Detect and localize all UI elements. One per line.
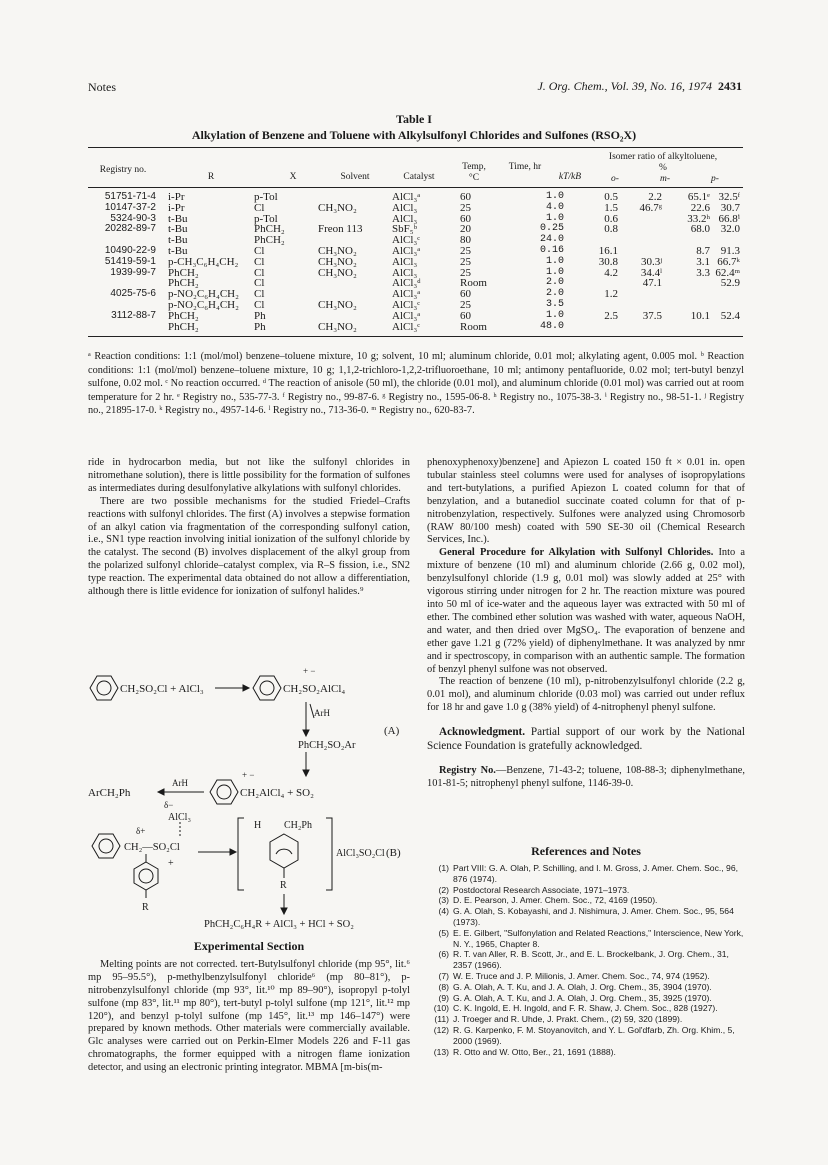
reference-item <box>427 1047 745 1058</box>
catalyst-cell: AlCl₃ᶜ <box>392 298 421 311</box>
r-cell: i-Pr <box>168 201 185 214</box>
temp-cell: 25 <box>460 244 471 257</box>
reference-item <box>427 949 745 971</box>
reaction-arrow-a-down2 <box>303 752 309 776</box>
scheme-label-b: (B) <box>386 847 401 859</box>
reference-number: (12) <box>433 1024 449 1035</box>
para-cell: 52.4 <box>720 309 740 322</box>
para-cell: 30.7 <box>720 201 740 214</box>
catalyst-cell: AlCl₃ᵃ <box>392 309 421 322</box>
x-cell: Ph <box>254 320 266 333</box>
scheme-arh-label: ArH <box>314 708 330 718</box>
reference-text: Postdoctoral Research Associate, 1971–1973. <box>453 884 630 895</box>
catalyst-cell: AlCl₃ <box>392 212 418 225</box>
time-cell: 3.5 <box>545 298 564 310</box>
reference-number: (6) <box>438 949 449 960</box>
general-procedure-heading: General Procedure for Alkylation with Sulfonyl Chlorides. <box>439 547 714 559</box>
scheme-b-delta-minus: δ− <box>164 800 174 810</box>
registry-cell: 51751-71-4 <box>104 191 156 202</box>
ktkb-cell: 0.8 <box>604 223 618 236</box>
reference-item <box>427 1003 745 1014</box>
para-cell: 66.7ᵏ <box>717 255 740 268</box>
running-header-left: Notes <box>88 80 116 94</box>
catalyst-cell: AlCl₃ᵃ <box>392 288 421 301</box>
r-cell: t-Bu <box>168 234 188 247</box>
r-cell: PhCH₂ <box>168 320 199 333</box>
registry-cell: 10490-22-9 <box>104 244 156 256</box>
registry-heading: Registry No. <box>439 765 496 777</box>
reference-item <box>427 971 745 982</box>
general-procedure-body: Into a mixture of benzene (10 ml) and aluminum chloride (2.66 g, 0.02 mol), benzylsulfonyl chloride (1.9 g, 0.01 mol) was slowly added at 25° with vigorous stirring under nitrogen for 2 hr. The reaction mixture was poured into 50 ml of ice-water and the aqueous layer was extracted with 50 ml of ether. The combined ether solution was washed with water, aqueous NaOH, and water, and then dried over MgSO₄. The evaporation of benzene and ether gave 1.21 g (72% yield) of diphenylmethane. It was analyzed by nmr and ir spectroscopy, in comparison with an authentic sample. The formation of benzyl phenyl sulfone was not observed. <box>427 547 745 675</box>
reference-item <box>427 1014 745 1025</box>
registry-cell: 4025-75-6 <box>110 288 156 300</box>
scheme-b-complex-r: R <box>280 880 287 891</box>
para-cell: 91.3 <box>720 244 740 257</box>
sigma-complex-ring <box>270 834 298 878</box>
reference-text: R. Otto and W. Otto, Ber., 21, 1691 (1888). <box>453 1046 616 1057</box>
table-row <box>88 203 744 214</box>
col-header-registry: Registry no. <box>99 165 147 175</box>
temp-cell: 60 <box>460 212 471 225</box>
scheme-b-alcl3: AlCl₃ <box>168 812 191 823</box>
ktkb-cell: 0.5 <box>604 191 618 203</box>
col-header-r: R <box>207 172 215 182</box>
time-cell: 0.16 <box>539 244 564 256</box>
page-number: 2431 <box>718 79 742 93</box>
ktkb-cell: 2.5 <box>604 309 618 322</box>
right-column-text <box>427 457 745 791</box>
temp-cell: 25 <box>460 298 471 311</box>
benzene-ring-a3 <box>210 780 238 804</box>
scheme-a1-charges: + − <box>303 668 316 676</box>
time-cell: 24.0 <box>539 234 564 246</box>
reference-number: (3) <box>438 895 449 906</box>
time-cell: 0.25 <box>539 223 564 235</box>
catalyst-cell: AlCl₃ᶜ <box>392 320 421 333</box>
experimental-heading: Experimental Section <box>193 939 305 953</box>
x-cell: p-Tol <box>254 191 278 203</box>
temp-cell: 80 <box>460 234 471 247</box>
r-cell: PhCH₂ <box>168 266 199 279</box>
scheme-a3-charges: + − <box>242 770 255 780</box>
scheme-b-delta-plus: δ+ <box>136 826 146 836</box>
time-cell: 1.0 <box>545 309 564 321</box>
ortho-cell: 37.5 <box>642 309 662 322</box>
catalyst-cell: AlCl₃ᶜ <box>392 234 421 247</box>
x-cell: Cl <box>254 244 265 257</box>
reference-number: (8) <box>438 981 449 992</box>
journal-citation: J. Org. Chem., Vol. 39, No. 16, 1974 <box>537 79 712 93</box>
ortho-cell: 46.7ᵍ <box>639 201 662 214</box>
scheme-b-product: PhCH₂C₆H₄R + AlCl₃ + HCl + SO₂ <box>204 919 354 930</box>
scheme-a2-intermediate: PhCH₂SO₂Ar <box>298 740 356 751</box>
col-header-solvent: Solvent <box>340 172 370 182</box>
reference-number: (13) <box>433 1046 449 1057</box>
reference-number: (2) <box>438 884 449 895</box>
reference-text: Part VIII: G. A. Olah, P. Schilling, and I. M. Gross, J. Amer. Chem. Soc., 96, 876 (1974). <box>453 863 738 884</box>
paragraph-general-procedure <box>427 547 745 676</box>
registry-cell <box>88 322 160 333</box>
x-cell: Cl <box>254 255 265 268</box>
reference-number: (9) <box>438 992 449 1003</box>
registry-cell: 51419-59-1 <box>104 255 156 267</box>
catalyst-cell: AlCl₃ <box>392 266 418 279</box>
col-header-x: X <box>289 172 297 182</box>
meta-cell: 8.7 <box>696 244 710 257</box>
paragraph-continuation: ride in hydrocarbon media, but not like the sulfonyl chlorides in nitromethane solution), there is little possibility for the formation of sulfones as intermediates during desulfonylative alkylations with sulfonyl chlorides. <box>88 457 410 494</box>
reference-text: W. E. Truce and J. P. Milionis, J. Amer. Chem. Soc., 74, 974 (1952). <box>453 970 710 981</box>
meta-cell: 3.3 <box>696 266 710 279</box>
catalyst-cell: AlCl₃ <box>392 201 418 214</box>
scheme-b-counter-ion: AlCl₃SO₂Cl <box>336 848 385 859</box>
para-cell: 66.8ⁱ <box>718 212 740 225</box>
ortho-cell: 47.1 <box>642 277 662 290</box>
r-cell: p-NO₂C₆H₄CH₂ <box>168 298 239 311</box>
meta-cell: 3.1 <box>696 255 710 268</box>
acknowledgment <box>427 725 745 753</box>
registry-cell: 3112-88-7 <box>111 309 156 321</box>
temp-cell: Room <box>460 320 487 333</box>
x-cell: Ph <box>254 309 266 322</box>
meta-cell: 22.6 <box>690 201 710 214</box>
reference-text: G. A. Olah, A. T. Ku, and J. A. Olah, J. Org. Chem., 35, 3904 (1970). <box>453 981 712 992</box>
acknowledgment-heading: Acknowledgment. <box>439 726 526 739</box>
r-cell: PhCH₂ <box>168 309 199 322</box>
para-cell: 52.9 <box>720 277 740 290</box>
reference-text: D. E. Pearson, J. Amer. Chem. Soc., 72, 4169 (1950). <box>453 895 658 906</box>
table-footnotes: ᵃ Reaction conditions: 1:1 (mol/mol) benzene–toluene mixture, 10 g; solvent, 10 ml; aluminum chloride, 0.01 mol; alkylating agent, 0.005 mol. ᵇ Reaction conditions: 1:1 (mol/mol) benzene–toluene mixture, 10 g; 1,1,2-trichloro-1,2,2-trifluoroethane, 10 ml; antimony pentafluoride, 0.02 mol; tert-butyl benzyl sulfone, 0.02 mol. ᶜ No reaction occurred. ᵈ The reaction of anisole (50 ml), the chloride (0.01 mol), and aluminum chloride (0.01 mol) was carried out at room temperature for 2 hr. ᵉ Registry no., 535-77-3. ᶠ Registry no., 99-87-6. ᵍ Registry no., 1595-06-8. ʰ Registry no., 1075-38-3. ⁱ Registry no., 98-51-1. ʲ Registry no., 21895-17-0. ᵏ Registry no., 4957-14-6. ˡ Registry no., 713-36-0. ᵐ Registry no., 620-83-7. <box>88 351 744 417</box>
time-cell: 1.0 <box>545 191 564 202</box>
acknowledgment-body: Partial support of our work by the National Science Foundation is gratefully acknowledged. <box>427 726 745 753</box>
reaction-arrow-a-down <box>303 702 314 736</box>
solvent-cell: Freon 113 <box>318 223 363 236</box>
reference-number: (10) <box>433 1003 449 1014</box>
x-cell: Cl <box>254 298 265 311</box>
reaction-arrow-a-back <box>158 789 204 795</box>
reference-text: G. A. Olah, A. T. Ku, and J. A. Olah, J. Org. Chem., 35, 3925 (1970). <box>453 992 712 1003</box>
reference-number: (7) <box>438 970 449 981</box>
reference-text: C. K. Ingold, E. H. Ingold, and F. R. Shaw, J. Chem. Soc., 828 (1927). <box>453 1003 718 1014</box>
meta-cell: 65.1ᵉ <box>687 191 710 203</box>
x-cell: Cl <box>254 288 265 301</box>
references-heading: References and Notes <box>531 844 641 858</box>
time-cell: 4.0 <box>545 201 564 213</box>
reaction-arrow-b <box>198 849 236 855</box>
scheme-b-complex-ch2ph: CH₂Ph <box>284 820 312 831</box>
ortho-cell: 34.4ˡ <box>640 266 662 279</box>
ortho-cell: 2.2 <box>648 191 662 203</box>
temp-cell: 25 <box>460 266 471 279</box>
reference-item <box>427 895 745 906</box>
para-cell: 32.0 <box>720 223 740 236</box>
ktkb-cell <box>578 322 622 333</box>
catalyst-cell: SbF₅ᵇ <box>392 223 417 236</box>
ktkb-cell: 4.2 <box>604 266 618 279</box>
reference-number: (1) <box>438 863 449 873</box>
running-header-journal <box>537 79 742 94</box>
paragraph-mechanisms: There are two possible mechanisms for the studied Friedel–Crafts reactions with sulfonyl chlorides. The first (A) involves a stepwise formation of an alkyl cation via fragmentation of the corresponding sulfonyl cation, i.e., SN1 type reaction involving initial ionization of the sulfonyl chloride by the catalyst. The second (B) involves displacement of the alkyl group from the polarized sulfonyl chloride–catalyst complex, via R–S fission, i.e., SN2 type reaction. The experimental data obtained do not allow a differentiation, although there is little evidence for ionization of sulfonyl halides.⁹ <box>88 495 410 598</box>
temp-cell: Room <box>460 277 487 290</box>
x-cell: Cl <box>254 266 265 279</box>
registry-cell: 20282-89-7 <box>104 223 156 235</box>
col-header-time: Time, hr <box>508 162 542 172</box>
para-cell: 62.4ᵐ <box>715 266 740 279</box>
table-row <box>88 311 744 322</box>
scheme-a1-right: CH₂SO₂AlCl₄ <box>283 683 346 695</box>
r-cell: i-Pr <box>168 191 185 203</box>
alkylation-data-table <box>88 192 744 332</box>
experimental-paragraph: Melting points are not corrected. tert-Butylsulfonyl chloride (mp 95°, lit.⁶ mp 95–95.5°), p-methylbenzylsulfonyl chloride⁶ (mp 80–81°), p-nitrobenzylsulfonyl chloride (mp 93°, lit.¹⁰ mp 89–90°), isopropyl p-tolyl sulfone (mp 83°, lit.¹¹ mp 80°), tert-butyl p-tolyl sulfone (mp 121°, lit.¹² mp 120°), and benzyl p-tolyl sulfone (mp 145°, lit.¹³ mp 146–147°) were prepared by known methods. Other materials were commercially available. Glc analyses were carried out on Perkin-Elmer Models 226 and F-11 gas chromatographs, the former equipped with a nitrogen flame ionization detector, and using an electronic printing integrator. MBMA [m-bis(m- <box>88 958 410 1074</box>
meta-cell: 33.2ʰ <box>687 212 710 225</box>
x-cell: PhCH₂ <box>254 234 285 247</box>
registry-numbers <box>427 765 745 791</box>
time-cell: 2.0 <box>545 288 564 300</box>
reaction-arrow-a1 <box>215 685 249 691</box>
reference-text: J. Troeger and R. Uhde, J. Prakt. Chem., (2) 59, 320 (1899). <box>453 1014 683 1025</box>
x-cell: Cl <box>254 201 265 214</box>
meta-cell <box>666 289 714 300</box>
solvent-cell: CH₃NO₂ <box>318 266 357 279</box>
para-cell <box>714 322 744 333</box>
reference-item <box>427 1025 745 1047</box>
meta-cell: 68.0 <box>690 223 710 236</box>
time-cell: 1.0 <box>545 266 564 278</box>
registry-cell: 5324-90-3 <box>110 212 156 224</box>
col-header-o: o- <box>611 174 619 184</box>
ortho-cell <box>622 235 666 246</box>
table-title: Alkylation of Benzene and Toluene with Alkylsulfonyl Chlorides and Sulfones (RSO₂X) <box>191 128 637 142</box>
table-header-rule <box>88 187 743 188</box>
scheme-arh-label-2: ArH <box>172 778 188 788</box>
solvent-cell: CH₃NO₂ <box>318 320 357 333</box>
para-cell: 32.5ᶠ <box>718 191 740 203</box>
col-header-ktkb: kT/kB <box>558 172 582 182</box>
r-cell: t-Bu <box>168 244 188 257</box>
time-cell: 1.0 <box>545 255 564 267</box>
temp-cell: 60 <box>460 288 471 301</box>
time-cell: 2.0 <box>545 277 564 289</box>
temp-cell: 20 <box>460 223 471 236</box>
temp-cell: 60 <box>460 309 471 322</box>
registry-cell: 10147-37-2 <box>104 201 156 213</box>
references-list <box>427 863 745 1057</box>
reference-text: G. A. Olah, S. Kobayashi, and J. Nishimura, J. Amer. Chem. Soc., 95, 564 (1973). <box>453 906 734 927</box>
benzene-ring-b <box>92 834 120 858</box>
col-header-p: p- <box>711 174 719 184</box>
registry-cell: 1939-99-7 <box>110 266 156 278</box>
solvent-cell: CH₃NO₂ <box>318 201 357 214</box>
reference-number: (11) <box>434 1014 449 1025</box>
r-cell: t-Bu <box>168 212 188 225</box>
ktkb-cell: 1.5 <box>604 201 618 214</box>
reference-item <box>427 885 745 896</box>
paragraph-nitro-reaction: The reaction of benzene (10 ml), p-nitrobenzylsulfonyl chloride (2.2 g, 0.01 mol), and aluminum chloride (0.03 mol) was carried out under reflux for 18 hr and gave 1.0 g (38% yield) of 4-nitrophenyl phenyl sulfone. <box>427 676 745 714</box>
paragraph-glc-columns: phenoxyphenoxy)benzene] and Apiezon L coated 150 ft × 0.01 in. open tubular stainless steel columns were used for analyses of isopropylations and tert-butylations, a purified Apiezon L coated column for that of benzylation, and a butanediol succinate coated column for that of p-nitrobenzylation, respectively. Sulfones were analyzed using Chromosorb (RAW 80/100 mesh) coated with 590 SE-30 oil (Chemical Research Services, Inc.). <box>427 457 745 546</box>
solvent-cell <box>318 278 392 289</box>
catalyst-cell: AlCl₃ᵈ <box>392 277 421 290</box>
meta-cell <box>666 278 714 289</box>
ortho-cell: 30.3ʲ <box>641 255 662 268</box>
reference-item <box>427 863 745 885</box>
ktkb-cell: 1.2 <box>604 288 618 301</box>
reference-text: R. T. van Aller, R. B. Scott, Jr., and E. L. Brockelbank, J. Org. Chem., 31, 2357 (1966). <box>453 949 729 971</box>
scheme-a3-left: ArCH₂Ph <box>88 787 131 799</box>
reference-item <box>427 982 745 993</box>
time-cell: 48.0 <box>539 320 564 332</box>
x-cell: p-Tol <box>254 212 278 225</box>
table-top-rule <box>88 147 743 148</box>
reference-text: E. E. Gilbert, "Sulfonylation and Related Reactions," Interscience, New York, N. Y., 1965, Chapter 8. <box>453 927 744 949</box>
reaction-arrow-b-down <box>281 894 287 914</box>
reference-text: R. G. Karpenko, F. M. Stoyanovitch, and Y. L. Gol'dfarb, Zh. Org. Khim., 5, 2000 (1969). <box>453 1024 735 1046</box>
ortho-cell <box>622 224 666 235</box>
table-row <box>88 257 744 268</box>
scheme-b-complex-h: H <box>254 820 262 831</box>
col-header-isomer: Isomer ratio of alkyltoluene, % <box>608 152 718 173</box>
para-cell <box>714 289 744 300</box>
solvent-cell: CH₃NO₂ <box>318 244 357 257</box>
r-cell: p-NO₂C₆H₄CH₂ <box>168 288 239 301</box>
benzene-ring-a1-product <box>253 676 281 700</box>
ktkb-cell: 30.8 <box>598 255 618 268</box>
temp-cell: 25 <box>460 255 471 268</box>
scheme-a3-right: CH₂AlCl₄ + SO₂ <box>240 787 314 799</box>
catalyst-cell: AlCl₃ᵃ <box>392 244 421 257</box>
x-cell: PhCH₂ <box>254 223 285 236</box>
x-cell: Cl <box>254 277 265 290</box>
table-bottom-rule <box>88 336 743 337</box>
ktkb-cell: 16.1 <box>598 244 618 257</box>
col-header-temp: Temp, °C <box>462 162 486 183</box>
col-header-catalyst: Catalyst <box>403 172 435 182</box>
meta-cell <box>666 322 714 333</box>
temp-cell: 25 <box>460 201 471 214</box>
registry-body: —Benzene, 71-43-2; toluene, 108-88-3; diphenylmethane, 101-81-5; nitrophenyl phenyl sulfone, 1146-39-0. <box>427 765 745 790</box>
scheme-a1-left: CH₂SO₂Cl + AlCl₃ <box>120 683 204 695</box>
reaction-scheme <box>88 668 410 930</box>
reference-item <box>427 928 745 950</box>
reference-number: (5) <box>438 927 449 938</box>
ortho-cell <box>622 214 666 225</box>
table-number: Table I <box>396 112 432 126</box>
catalyst-cell: AlCl₃ <box>392 255 418 268</box>
catalyst-cell: AlCl₃ᵃ <box>392 191 421 203</box>
r-cell: t-Bu <box>168 223 188 236</box>
temp-cell: 60 <box>460 191 471 203</box>
r-cell: PhCH₂ <box>168 277 199 290</box>
scheme-label-a: (A) <box>384 725 400 737</box>
col-header-m: m- <box>659 174 671 184</box>
time-cell: 1.0 <box>545 212 564 224</box>
r-cell: p-CH₃C₆H₄CH₂ <box>168 255 239 268</box>
scheme-b-left: CH₂—SO₂Cl <box>124 842 180 853</box>
meta-cell: 10.1 <box>690 309 710 322</box>
scheme-b-plus: + <box>168 858 174 869</box>
table-row <box>88 322 744 333</box>
experimental-section <box>88 940 410 1075</box>
solvent-cell: CH₃NO₂ <box>318 298 357 311</box>
reference-item <box>427 906 745 928</box>
benzene-ring-a1 <box>90 676 118 700</box>
toluene-ring-b <box>134 854 158 898</box>
ortho-cell <box>622 289 666 300</box>
solvent-cell: CH₃NO₂ <box>318 255 357 268</box>
ktkb-cell: 0.6 <box>604 212 618 225</box>
ortho-cell <box>622 322 666 333</box>
scheme-b-r: R <box>142 902 149 913</box>
left-column-text <box>88 457 410 599</box>
reference-number: (4) <box>438 906 449 917</box>
reference-item <box>427 993 745 1004</box>
solvent-cell <box>318 311 392 322</box>
